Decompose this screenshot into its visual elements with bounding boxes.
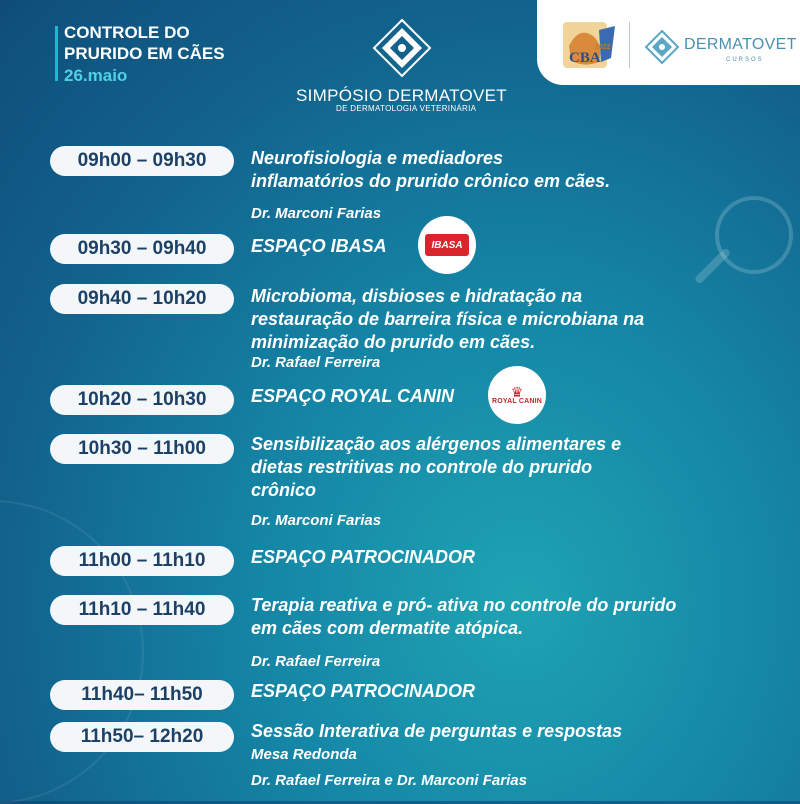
- sponsor-title: ESPAÇO PATROCINADOR: [251, 681, 476, 701]
- session-line: em cães com dermatite atópica.: [251, 618, 524, 638]
- ibasa-logo: [418, 216, 476, 274]
- dermatovet-sublabel: CURSOS: [726, 57, 764, 63]
- royal-canin-logo-label: ROYAL CANIN: [491, 397, 543, 405]
- session-description: [251, 433, 621, 502]
- sponsor-title: ESPAÇO IBASA: [251, 236, 387, 256]
- session-speaker: Dr. Marconi Farias: [251, 205, 382, 222]
- session-subtitle: Mesa Redonda: [251, 746, 357, 763]
- sponsor-title: ESPAÇO ROYAL CANIN: [251, 386, 455, 406]
- time-slot-pill: 11h10 – 11h40: [50, 595, 234, 625]
- dermatovet-label: DERMATOVET: [684, 36, 797, 53]
- event-title-line2: PRURIDO EM CÃES: [64, 44, 225, 63]
- session-line: Terapia reativa e pró- ativa no controle do prurido: [251, 595, 677, 615]
- session-line: restauração de barreira física e microbiana na: [251, 309, 645, 329]
- time-slot-pill: 10h20 – 10h30: [50, 385, 234, 415]
- magnifier-icon: [715, 196, 793, 274]
- ibasa-logo-label: IBASA: [425, 234, 469, 256]
- sponsor-title: ESPAÇO PATROCINADOR: [251, 547, 476, 567]
- crown-icon: ♛: [510, 383, 524, 400]
- time-slot-pill: 09h30 – 09h40: [50, 234, 234, 264]
- event-date: 26.maio: [64, 66, 128, 85]
- session-description: [251, 594, 676, 640]
- session-speaker: Dr. Marconi Farias: [251, 512, 382, 529]
- time-slot-pill: 11h40– 11h50: [50, 680, 234, 710]
- session-line: inflamatórios do prurido crônico em cães.: [251, 171, 611, 191]
- time-slot-pill: 09h40 – 10h20: [50, 284, 234, 314]
- cba-label: CBA: [569, 50, 601, 66]
- session-line: Sessão Interativa de perguntas e respostas: [251, 721, 623, 741]
- dermatovet-logo-icon: [645, 30, 679, 64]
- partner-logos: [537, 0, 800, 85]
- cba-year: 2022: [595, 44, 611, 51]
- time-slot-pill: 11h50– 12h20: [50, 722, 234, 752]
- event-title-line1: CONTROLE DO: [64, 23, 190, 42]
- session-line: Neurofisiologia e mediadores: [251, 148, 504, 168]
- time-slot-pill: 09h00 – 09h30: [50, 146, 234, 176]
- session-description: [251, 285, 644, 354]
- symposium-logo-icon: [372, 18, 432, 78]
- session-line: Microbioma, disbioses e hidratação na: [251, 286, 583, 306]
- event-title: [64, 22, 225, 64]
- time-slot-pill: 10h30 – 11h00: [50, 434, 234, 464]
- magnifier-handle: [694, 247, 731, 284]
- session-line: minimização do prurido em cães.: [251, 332, 536, 352]
- session-speaker: Dr. Rafael Ferreira: [251, 354, 381, 371]
- session-description: [251, 720, 622, 743]
- session-description: [251, 147, 610, 193]
- session-line: dietas restritivas no controle do prurido: [251, 457, 593, 477]
- symposium-name: SIMPÓSIO DERMATOVET: [296, 86, 507, 105]
- session-line: crônico: [251, 480, 317, 500]
- session-line: Sensibilização aos alérgenos alimentares e: [251, 434, 622, 454]
- royal-canin-logo: [488, 366, 546, 424]
- title-accent-bar: [55, 26, 58, 81]
- time-slot-pill: 11h00 – 11h10: [50, 546, 234, 576]
- session-speaker: Dr. Rafael Ferreira e Dr. Marconi Farias: [251, 772, 527, 789]
- symposium-subtitle: DE DERMATOLOGIA VETERINÁRIA: [336, 104, 477, 113]
- session-speaker: Dr. Rafael Ferreira: [251, 653, 381, 670]
- partner-divider: [629, 22, 630, 68]
